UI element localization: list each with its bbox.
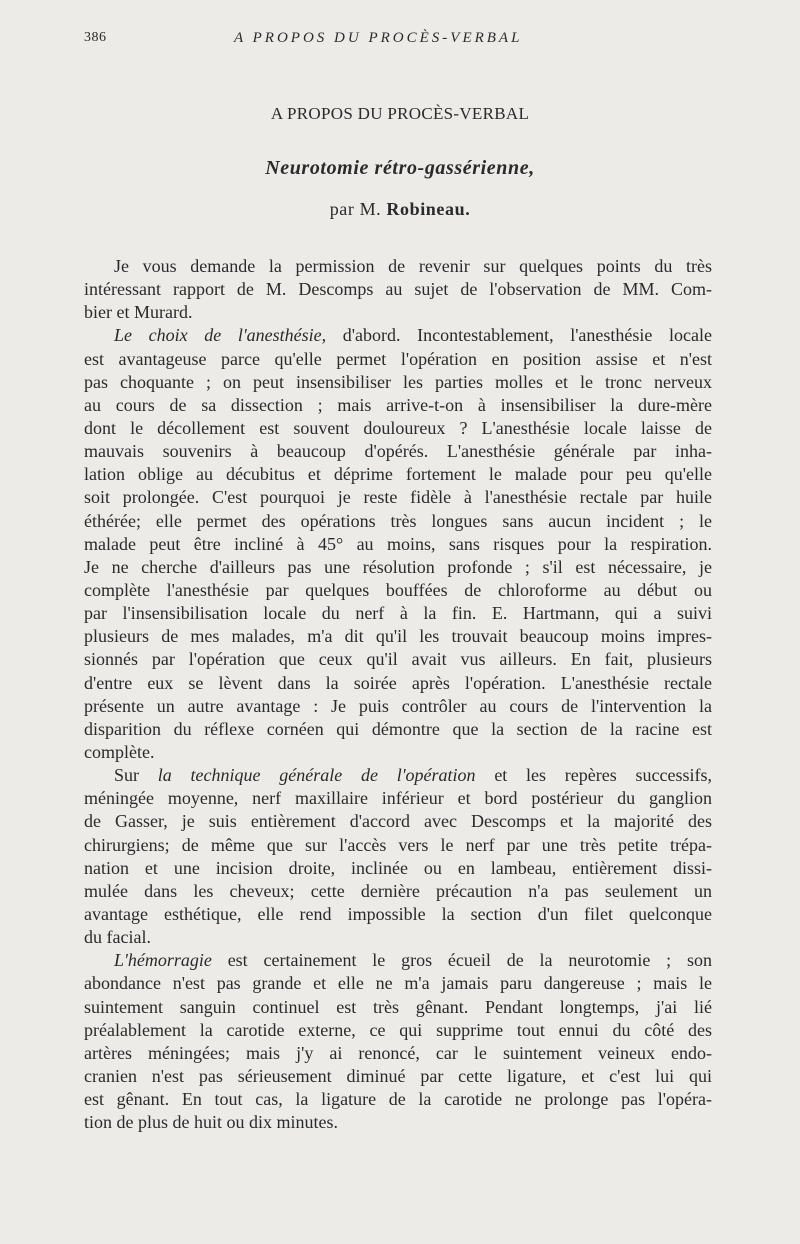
text-line (84, 741, 712, 764)
text-segment: suintement sanguin continuel est très gênant. Pendant longtemps, j'ai lié (84, 996, 712, 1017)
text-segment: disparition du réflexe cornéen qui démontre que la section de la racine est (84, 718, 712, 739)
italic-phrase: L'hémorragie (114, 950, 212, 971)
text-segment: tion de plus de huit ou dix minutes. (84, 1112, 338, 1133)
text-line (84, 880, 712, 903)
text-line (84, 834, 712, 857)
text-segment: bier et Murard. (84, 302, 193, 323)
text-line (84, 371, 712, 394)
text-segment: cranien n'est pas sérieusement diminué par cette ligature, et c'est lui qui (84, 1065, 712, 1086)
text-line (84, 926, 712, 949)
byline (0, 199, 800, 220)
text-segment: de Gasser, je suis entièrement d'accord avec Descomps et la majorité des (84, 811, 712, 832)
italic-phrase: la technique générale de l'opération (157, 765, 476, 786)
text-segment: Je vous demande la permission de revenir sur quelques points du très (114, 256, 712, 276)
text-segment: est avantageuse parce qu'elle permet l'opération en position assise et n'est (84, 348, 712, 369)
text-segment: d'entre eux se lèvent dans la soirée après l'opération. L'anesthésie rectale (84, 672, 712, 693)
text-segment: préalablement la carotide externe, ce qui supprime tout ennui du côté des (84, 1019, 712, 1040)
text-segment: mulée dans les cheveux; cette dernière précaution n'a pas seulement un (84, 880, 712, 901)
text-segment: Je ne cherche d'ailleurs pas une résolution profonde ; s'il est nécessaire, je (84, 556, 712, 577)
text-segment: Sur (114, 765, 158, 786)
text-line (84, 278, 712, 301)
text-segment: lation oblige au décubitus et déprime fortement le malade pour peu qu'elle (84, 464, 712, 485)
text-segment: sionnés par l'opération que ceux qu'il avait vus ailleurs. En fait, plusieurs (84, 649, 712, 670)
text-segment: nation et une incision droite, inclinée ou en lambeau, entièrement dissi- (84, 857, 712, 878)
text-segment: et les repères successifs, (475, 765, 712, 786)
text-segment: dont le décollement est souvent douloureux ? L'anesthésie locale laisse de (84, 417, 712, 438)
text-line (84, 718, 712, 741)
text-segment: est gênant. En tout cas, la ligature de la carotide ne prolonge pas l'opéra- (84, 1089, 712, 1110)
text-line (84, 972, 712, 995)
text-line (84, 695, 712, 718)
text-line (84, 903, 712, 926)
text-line (84, 394, 712, 417)
text-line (84, 1065, 712, 1088)
text-segment: est certainement le gros écueil de la neurotomie ; son (211, 950, 712, 971)
article-subtitle: Neurotomie rétro-gassérienne, (265, 157, 535, 179)
author-name: Robineau. (386, 199, 471, 219)
body-text (84, 255, 712, 1134)
text-line (84, 857, 712, 880)
section-title: A PROPOS DU PROCÈS-VERBAL (270, 104, 530, 123)
text-line (84, 1088, 712, 1111)
text-segment: méningée moyenne, nerf maxillaire inférieur et bord postérieur du ganglion (84, 788, 712, 809)
text-line (84, 787, 712, 810)
text-segment: mauvais souvenirs à beaucoup d'opérés. L'anesthésie générale par inha- (84, 441, 712, 462)
text-line (84, 1111, 712, 1134)
text-segment: chirurgiens; de même que sur l'accès vers le nerf par une très petite trépa- (84, 834, 712, 855)
text-line (84, 324, 712, 347)
text-line (84, 510, 712, 533)
page-number: 386 (84, 30, 107, 45)
text-segment: , d'abord. Incontestablement, l'anesthésie locale (321, 325, 712, 346)
text-line (84, 1019, 712, 1042)
text-line (84, 996, 712, 1019)
text-line (84, 579, 712, 602)
text-segment: du facial. (84, 927, 151, 948)
text-segment: artères méningées; mais j'y ai renoncé, car le suintement veineux endo- (84, 1042, 712, 1063)
text-segment: pas choquante ; on peut insensibiliser les parties molles et le tronc nerveux (84, 371, 712, 392)
text-segment: intéressant rapport de M. Descomps au sujet de l'observation de MM. Com- (84, 279, 712, 300)
running-title: A PROPOS DU PROCÈS-VERBAL (234, 30, 523, 46)
text-segment: soit prolongée. C'est pourquoi je reste fidèle à l'anesthésie rectale par huile (84, 487, 712, 508)
text-line (84, 533, 712, 556)
text-line (84, 625, 712, 648)
text-line (84, 440, 712, 463)
text-line (84, 949, 712, 972)
text-line (84, 764, 712, 787)
text-segment: plusieurs de mes malades, m'a dit qu'il les trouvait beaucoup moins impres- (84, 626, 712, 647)
text-line (84, 255, 712, 278)
text-line (84, 602, 712, 625)
text-line (84, 417, 712, 440)
text-line (84, 556, 712, 579)
text-segment: complète l'anesthésie par quelques bouffées de chloroforme au début ou (84, 579, 712, 600)
running-header (84, 30, 712, 52)
text-segment: présente un autre avantage : Je puis contrôler au cours de l'intervention la (84, 695, 712, 716)
text-segment: éthérée; elle permet des opérations très longues sans aucun incident ; le (84, 510, 712, 531)
text-segment: au cours de sa dissection ; mais arrive-t-on à insensibiliser la dure-mère (84, 394, 712, 415)
text-segment: par l'insensibilisation locale du nerf à la fin. E. Hartmann, qui a suivi (84, 603, 712, 624)
text-line (84, 672, 712, 695)
text-segment: complète. (84, 741, 155, 762)
text-segment: malade peut être incliné à 45° au moins, sans risques pour la respiration. (84, 533, 712, 554)
text-segment: abondance n'est pas grande et elle ne m'a jamais paru dangereuse ; mais le (84, 973, 712, 994)
italic-phrase: Le choix de l'anesthésie (114, 325, 322, 346)
text-segment: avantage esthétique, elle rend impossible la section d'un filet quelconque (84, 903, 712, 924)
text-line (84, 463, 712, 486)
text-line (84, 486, 712, 509)
text-line (84, 348, 712, 371)
text-line (84, 301, 712, 324)
byline-prefix: par M. (329, 199, 382, 219)
text-line (84, 1042, 712, 1065)
text-line (84, 648, 712, 671)
text-line (84, 810, 712, 833)
